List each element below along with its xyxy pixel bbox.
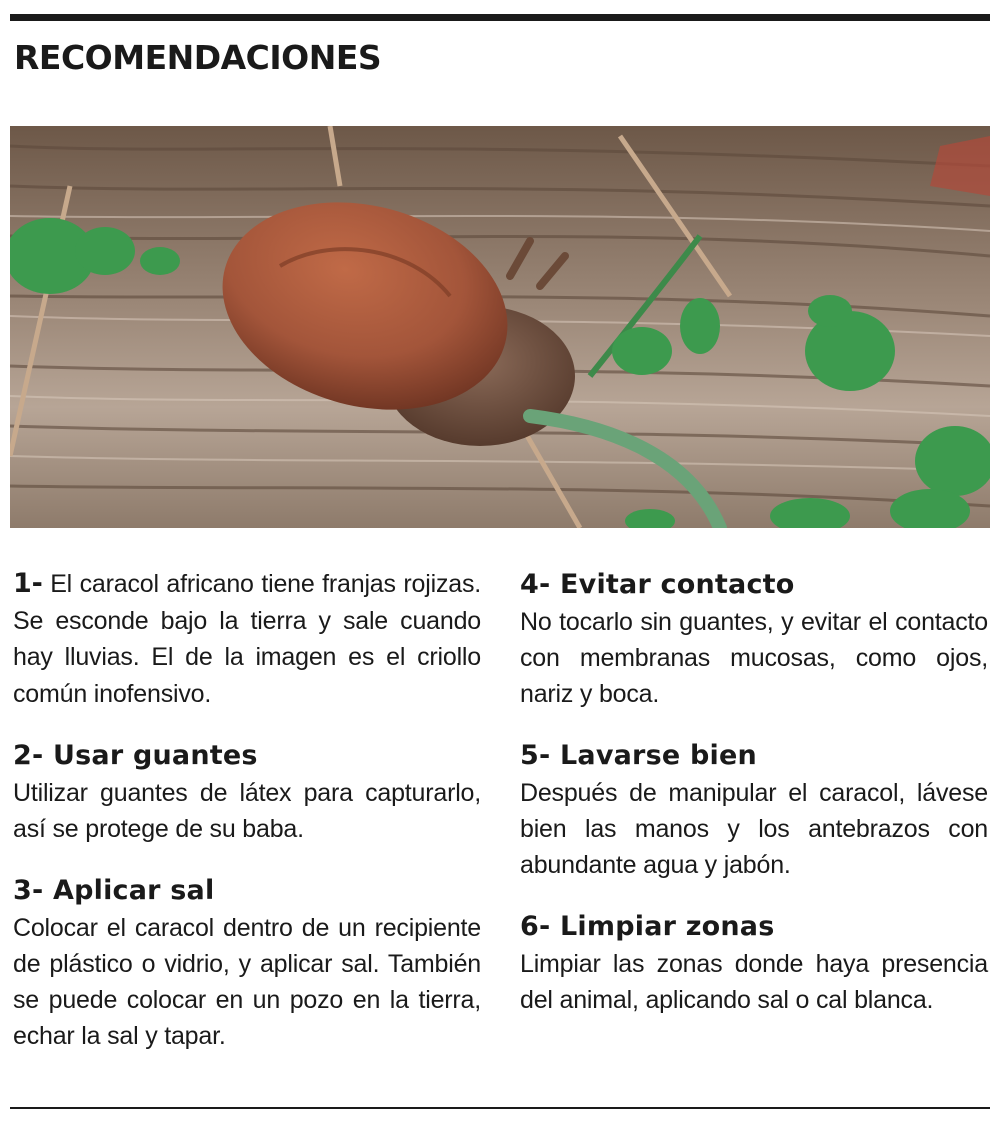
item-title: Usar guantes xyxy=(53,740,258,771)
item-body: No tocarlo sin guantes, y evitar el contacto con membranas mucosas, como ojos, nariz y boca. xyxy=(520,608,988,708)
snail-photo xyxy=(10,126,990,528)
item-number: 5- xyxy=(520,740,551,771)
item-body: Utilizar guantes de látex para capturarlo, así se protege de su baba. xyxy=(13,779,481,843)
item-title: Aplicar sal xyxy=(53,875,215,906)
recommendation-item-2 xyxy=(13,737,481,847)
item-title: Lavarse bien xyxy=(560,740,757,771)
item-number: 6- xyxy=(520,911,551,942)
recommendation-item-5 xyxy=(520,737,988,883)
item-title-row xyxy=(520,566,988,604)
item-body: Después de manipular el caracol, lávese bien las manos y los antebrazos con abundante agua y jabón. xyxy=(520,779,988,879)
item-title-row xyxy=(13,872,481,910)
item-title-row xyxy=(520,737,988,775)
right-column xyxy=(520,566,988,1043)
item-body: Limpiar las zonas donde haya presencia del animal, aplicando sal o cal blanca. xyxy=(520,950,988,1014)
page-title: RECOMENDACIONES xyxy=(14,38,382,77)
item-number: 3- xyxy=(13,875,44,906)
item-title-row xyxy=(520,908,988,946)
item-title-row xyxy=(13,737,481,775)
bottom-rule xyxy=(10,1107,990,1109)
item-number: 4- xyxy=(520,569,551,600)
item-number: 2- xyxy=(13,740,44,771)
recommendation-item-1 xyxy=(13,566,481,712)
recommendation-item-6 xyxy=(520,908,988,1018)
item-title: Limpiar zonas xyxy=(560,911,775,942)
top-rule xyxy=(10,14,990,21)
item-body: Colocar el caracol dentro de un recipiente de plástico o vidrio, y aplicar sal. También se puede colocar en un pozo en la tierra, echar la sal y tapar. xyxy=(13,914,481,1050)
recommendation-item-3 xyxy=(13,872,481,1054)
left-column xyxy=(13,566,481,1079)
item-body: El caracol africano tiene franjas rojizas. Se esconde bajo la tierra y sale cuando hay lluvias. El de la imagen es el criollo común inofensivo. xyxy=(13,570,481,708)
item-title: Evitar contacto xyxy=(560,569,795,600)
item-number: 1- xyxy=(13,568,43,599)
recommendation-item-4 xyxy=(520,566,988,712)
